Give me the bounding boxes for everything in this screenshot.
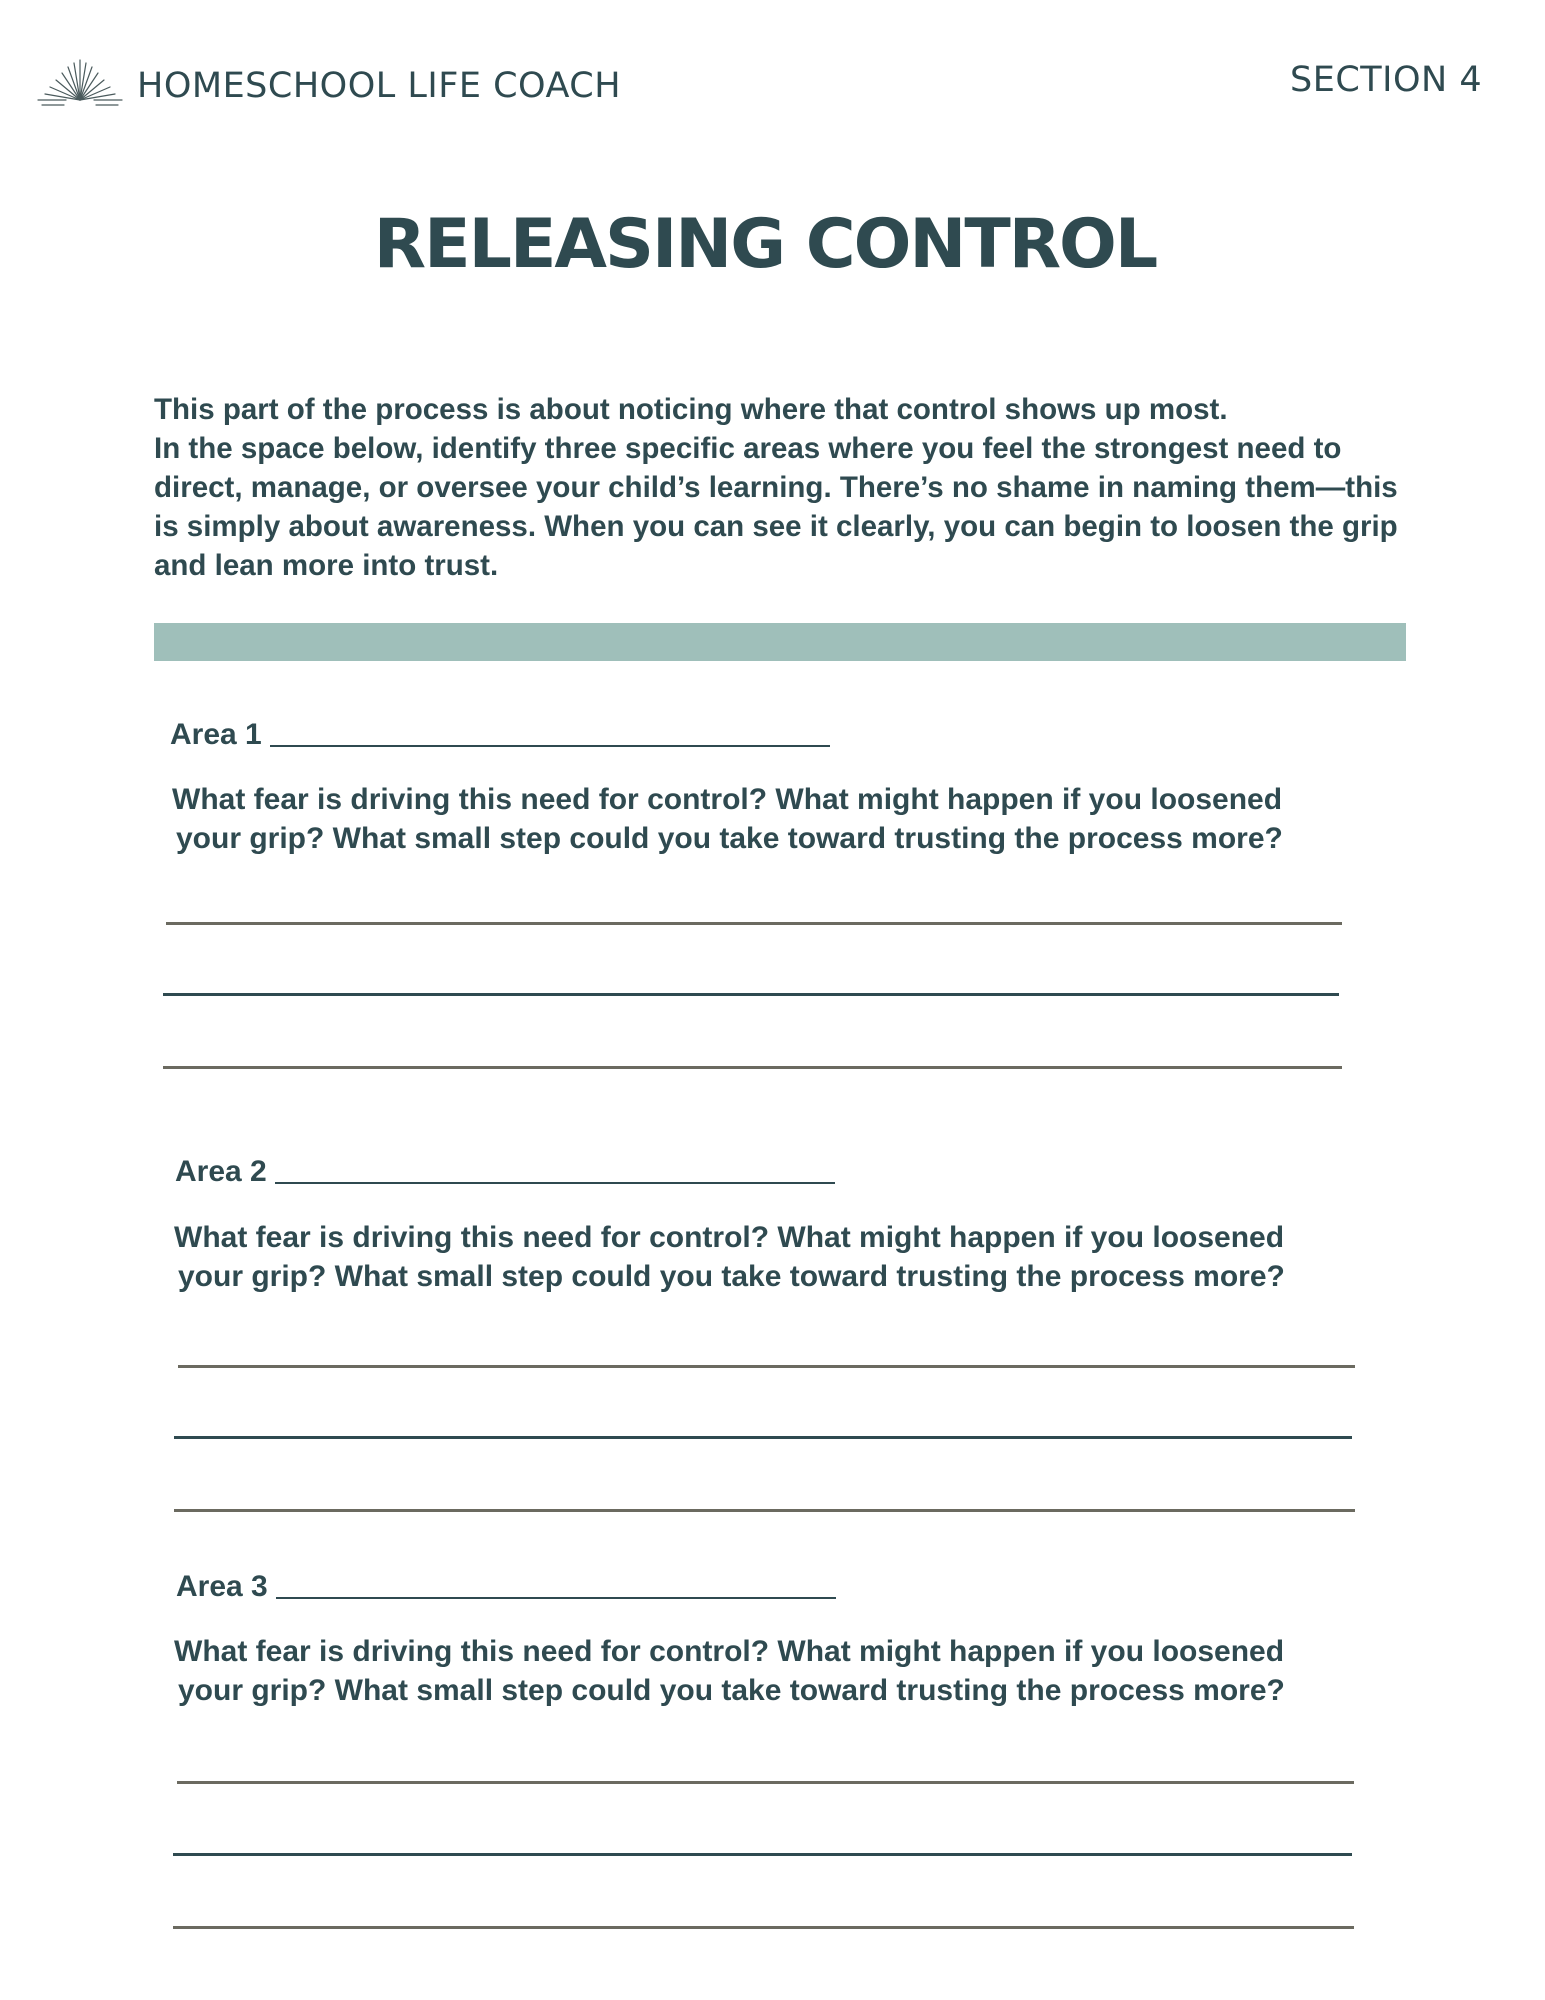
sunrise-rays-icon <box>36 56 124 108</box>
area-3-question-line-2: your grip? What small step could you take toward trusting the process more? <box>178 1674 1285 1707</box>
area-1-question <box>172 780 1283 858</box>
accent-bar <box>154 623 1406 661</box>
area-1-label-row <box>170 718 830 752</box>
area-2-question <box>174 1218 1285 1296</box>
area-1-answer-line-3[interactable] <box>163 1066 1342 1069</box>
intro-paragraph <box>154 390 1404 585</box>
area-3-label: Area 3 <box>176 1570 268 1603</box>
area-3-label-row <box>176 1570 836 1604</box>
area-1-question-line-1: What fear is driving this need for control? What might happen if you loosened <box>172 783 1283 816</box>
area-2-answer-line-1[interactable] <box>178 1365 1355 1368</box>
area-1-answer-line-2[interactable] <box>163 993 1339 996</box>
area-1-answer-line-1[interactable] <box>166 922 1342 925</box>
area-2-question-line-1: What fear is driving this need for control? What might happen if you loosened <box>174 1221 1285 1254</box>
area-1-name-field[interactable] <box>270 745 830 747</box>
area-3-answer-line-2[interactable] <box>173 1853 1352 1856</box>
brand-name: HOMESCHOOL LIFE COACH <box>137 66 622 106</box>
page-title: RELEASING CONTROL <box>373 205 1157 284</box>
area-1-question-line-2: your grip? What small step could you take toward trusting the process more? <box>176 822 1283 855</box>
area-3-answer-line-1[interactable] <box>177 1781 1354 1784</box>
area-2-label-row <box>175 1155 835 1189</box>
area-1-label: Area 1 <box>170 718 262 751</box>
area-2-answer-line-3[interactable] <box>174 1509 1355 1512</box>
area-2-label: Area 2 <box>175 1155 267 1188</box>
area-3-name-field[interactable] <box>276 1597 836 1599</box>
intro-line-1: This part of the process is about noticing where that control shows up most. <box>154 393 1228 426</box>
area-2-answer-line-2[interactable] <box>174 1436 1352 1439</box>
area-3-question <box>174 1632 1285 1710</box>
intro-line-2: In the space below, identify three specific areas where you feel the strongest need to direct, manage, or oversee your child’s learning. There’s no shame in naming them—this is simply about awareness. When you can see it clearly, you can begin to loosen the grip and lean more into trust. <box>154 432 1398 582</box>
area-2-question-line-2: your grip? What small step could you take toward trusting the process more? <box>178 1260 1285 1293</box>
section-label: SECTION 4 <box>1290 60 1483 100</box>
area-3-question-line-1: What fear is driving this need for control? What might happen if you loosened <box>174 1635 1285 1668</box>
area-2-name-field[interactable] <box>275 1182 835 1184</box>
area-3-answer-line-3[interactable] <box>173 1926 1354 1929</box>
